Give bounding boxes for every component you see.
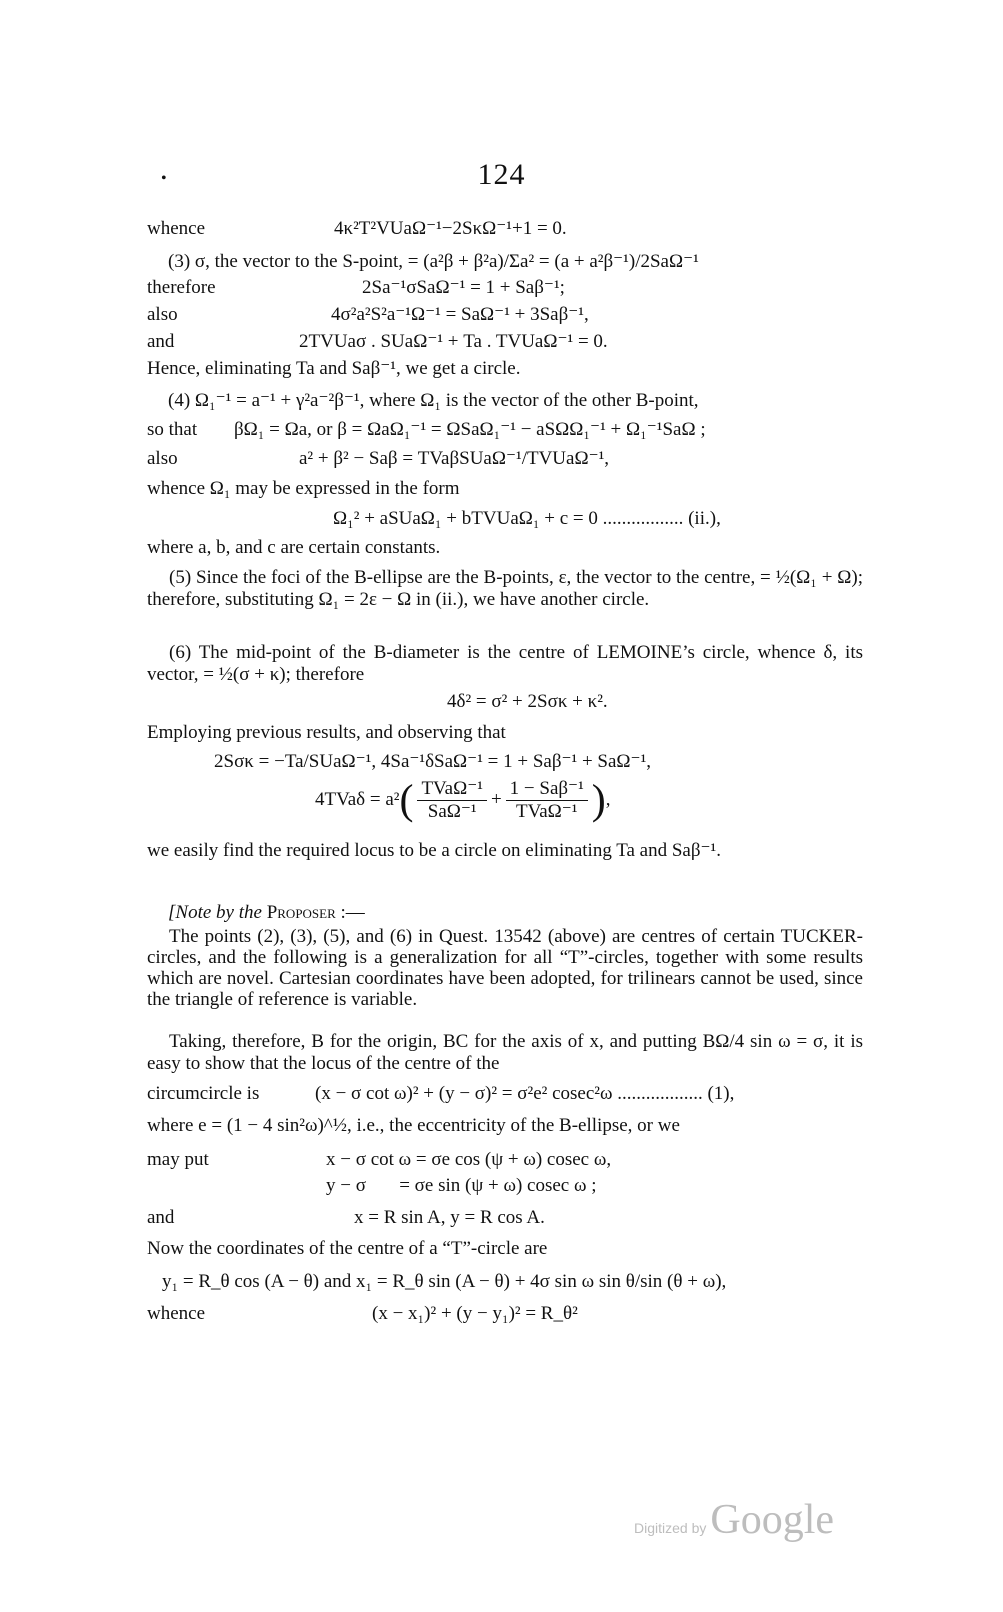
may-put-label: may put (147, 1149, 209, 1170)
therefore-label: therefore (147, 277, 216, 298)
whence-omega-line: whence Ω₁ may be expressed in the form (147, 478, 460, 499)
equation-and-2: x = R sin A, y = R cos A. (354, 1207, 545, 1228)
easily-paragraph: we easily find the required locus to be a circle on eliminating Ta and Saβ⁻¹. (147, 840, 722, 861)
and-label-2: and (147, 1207, 175, 1228)
equation-sigma: 2Sσκ = −Ta/SUaΩ⁻¹, 4Sa⁻¹δSaΩ⁻¹ = 1 + Saβ⁻¹ + SaΩ⁻¹, (214, 751, 652, 772)
item-3-intro: (3) σ, the vector to the S-point, = (a²β + β²a)/Σa² = (a + a²β⁻¹)/2SaΩ⁻¹ (168, 251, 699, 272)
equation-whence-2: (x − x₁)² + (y − y₁)² = R_θ² (372, 1303, 578, 1324)
fraction-2-denominator: TVaΩ⁻¹ (515, 801, 578, 822)
equation-tv (315, 778, 611, 823)
fraction-1-denominator: SaΩ⁻¹ (427, 801, 477, 822)
item-6-paragraph: (6) The mid-point of the B-diameter is the centre of LEMOINE’s circle, whence δ, its vector, = ½(σ + κ); therefore (147, 642, 863, 685)
note-dash: :— (335, 902, 365, 923)
whence-label: whence (147, 218, 206, 239)
now-line: Now the coordinates of the centre of a “T”-circle are (147, 1238, 548, 1259)
watermark-small-text: Digitized by (634, 1520, 707, 1536)
left-paren: ( (399, 777, 414, 824)
equation-y1: y₁ = R_θ cos (A − θ) and x₁ = R_θ sin (A − θ) + 4σ sin ω sin θ/sin (θ + ω), (162, 1271, 727, 1292)
where-abc-line: where a, b, and c are certain constants. (147, 537, 441, 558)
equation-circumcircle: (x − σ cot ω)² + (y − σ)² = σ²e² cosec²ω .................. (1), (315, 1083, 735, 1104)
item-4-intro: (4) Ω₁⁻¹ = a⁻¹ + γ²a⁻²β⁻¹, where Ω₁ is the vector of the other B-point, (168, 390, 699, 411)
equation-tv-tail: , (605, 788, 611, 810)
also-label-2: also (147, 448, 178, 469)
equation-whence: 4κ²T²VUaΩ⁻¹−2SκΩ⁻¹+1 = 0. (334, 218, 567, 239)
whence-label-2: whence (147, 1303, 206, 1324)
plus-sign: + (490, 788, 502, 810)
note-open: [Note by the (168, 902, 262, 923)
equation-so-that: βΩ₁ = Ωa, or β = ΩaΩ₁⁻¹ = ΩSaΩ₁⁻¹ − aSΩΩ₁⁻¹ + Ω₁⁻¹SaΩ ; (234, 419, 706, 440)
circumcircle-label: circumcircle is (147, 1083, 260, 1104)
hence-line: Hence, eliminating Ta and Saβ⁻¹, we get a circle. (147, 358, 521, 379)
equation-delta: 4δ² = σ² + 2Sσκ + κ². (447, 691, 608, 712)
fraction-1-numerator: TVaΩ⁻¹ (417, 778, 487, 801)
also-label: also (147, 304, 178, 325)
page-number: 124 (477, 158, 526, 191)
taking-paragraph: Taking, therefore, B for the origin, BC for the axis of x, and putting BΩ/4 sin ω = σ, it is easy to show that the locus of the centre of the (147, 1031, 863, 1074)
where-e-line: where e = (1 − 4 sin²ω)^½, i.e., the eccentricity of the B-ellipse, or we (147, 1115, 680, 1136)
note-proposer: Proposer (266, 902, 336, 923)
equation-therefore: 2Sa⁻¹σSaΩ⁻¹ = 1 + Saβ⁻¹; (362, 277, 565, 298)
equation-ii: Ω₁² + aSUaΩ₁ + bTVUaΩ₁ + c = 0 ................. (ii.), (333, 508, 721, 529)
note-heading (168, 902, 365, 924)
equation-tv-lhs: 4TVaδ = a² (315, 788, 400, 810)
google-logo: Google (710, 1497, 835, 1543)
digitized-by-google-watermark (634, 1496, 834, 1544)
fraction-2-numerator: 1 − Saβ⁻¹ (506, 778, 588, 801)
points-paragraph: The points (2), (3), (5), and (6) in Quest. 13542 (above) are centres of certain TUCKER-circles, and the following is a generalization for all “T”-circles, together with some results which are novel. Cartesian coordinates have been adopted, for trilinears cannot be used, since the triangle of reference is variable. (147, 926, 863, 1010)
and-label: and (147, 331, 175, 352)
equation-also-2: a² + β² − Saβ = TVaβSUaΩ⁻¹/TVUaΩ⁻¹, (299, 448, 610, 469)
stray-dot: • (161, 170, 167, 187)
equation-also: 4σ²a²S²a⁻¹Ω⁻¹ = SaΩ⁻¹ + 3Saβ⁻¹, (331, 304, 589, 325)
equation-and: 2TVUaσ . SUaΩ⁻¹ + Ta . TVUaΩ⁻¹ = 0. (299, 331, 608, 352)
equation-may-put-2: y − σ = σe sin (ψ + ω) cosec ω ; (326, 1175, 597, 1196)
right-paren: ) (591, 777, 606, 824)
so-that-label: so that (147, 419, 198, 440)
item-5-paragraph: (5) Since the foci of the B-ellipse are the B-points, ε, the vector to the centre, = ½(Ω₁ + Ω); therefore, substituting Ω₁ = 2ε − Ω in (ii.), we have another circle. (147, 567, 863, 610)
fraction-1 (417, 778, 487, 823)
equation-may-put-1: x − σ cot ω = σe cos (ψ + ω) cosec ω, (326, 1149, 612, 1170)
fraction-2 (506, 778, 588, 823)
employing-line: Employing previous results, and observing that (147, 722, 506, 743)
